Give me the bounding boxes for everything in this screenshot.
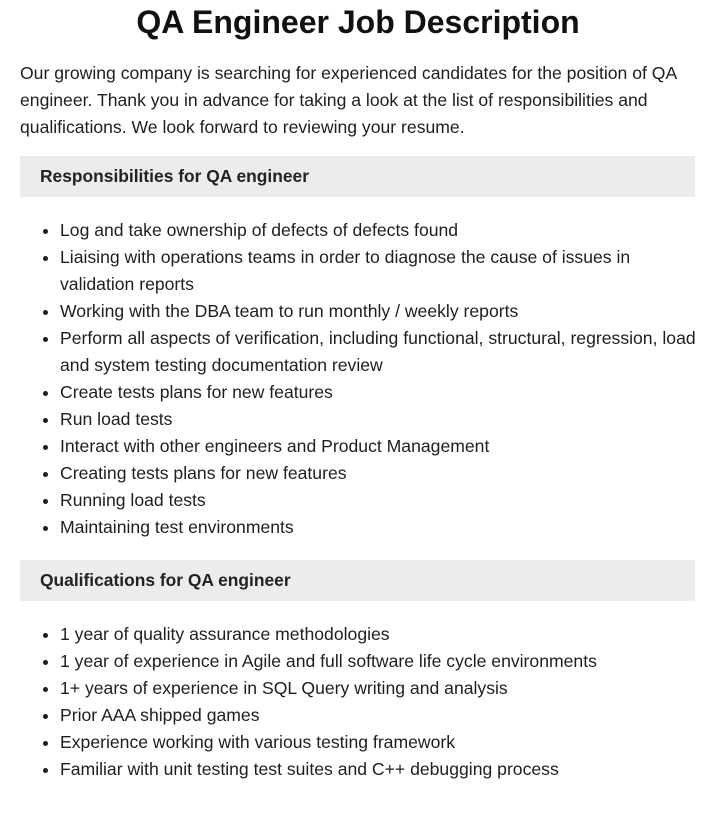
list-item: • 1 year of quality assurance methodologies [60,621,700,648]
list-item: • Prior AAA shipped games [60,702,700,729]
list-item: • Run load tests [60,406,700,433]
list-item: • Perform all aspects of verification, including functional, structural, regression, load and system testing documentation review [60,325,700,379]
list-item: • Running load tests [60,487,700,514]
list-item: • Experience working with various testing framework [60,729,700,756]
list-item: • Working with the DBA team to run monthly / weekly reports [60,298,700,325]
list-item: • Creating tests plans for new features [60,460,700,487]
list-item: • Familiar with unit testing test suites and C++ debugging process [60,756,700,783]
qualifications-heading: Qualifications for QA engineer [20,560,695,601]
page-title: QA Engineer Job Description [136,4,580,40]
list-item: • Liaising with operations teams in order to diagnose the cause of issues in validation reports [60,244,700,298]
list-item: • Maintaining test environments [60,514,700,541]
list-item: • Interact with other engineers and Product Management [60,433,700,460]
qualifications-list [20,621,700,783]
list-item: • Log and take ownership of defects of defects found [60,217,700,244]
list-item: • Create tests plans for new features [60,379,700,406]
responsibilities-list [20,217,700,541]
list-item: • 1 year of experience in Agile and full software life cycle environments [60,648,700,675]
list-item: • 1+ years of experience in SQL Query writing and analysis [60,675,700,702]
intro-paragraph: Our growing company is searching for experienced candidates for the position of QA engineer. Thank you in advance for taking a look at the list of responsibilities and qualifications. We look forward to reviewing your resume. [20,63,677,137]
responsibilities-heading: Responsibilities for QA engineer [20,156,695,197]
